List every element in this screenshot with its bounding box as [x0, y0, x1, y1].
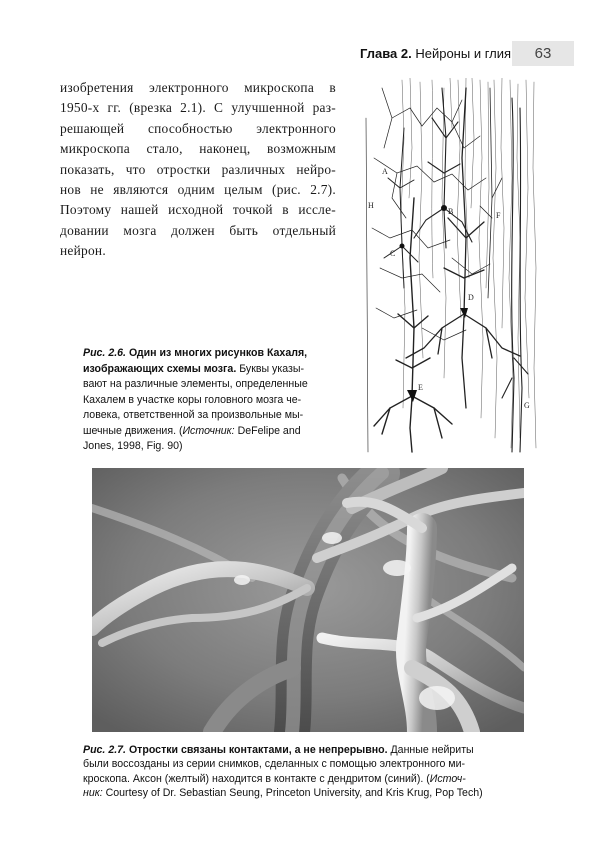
label-a: A [382, 167, 388, 176]
cajal-drawing-figure [362, 78, 544, 454]
caption-title: Один из многих рисунков Кахаля, [126, 347, 308, 359]
body-line: нейрон. [60, 243, 106, 259]
label-b: B [448, 207, 454, 216]
body-line: 1950-х гг. (врезка 2.1). С улучшенной раз- [60, 100, 336, 116]
caption-source-label: ник: [83, 786, 103, 799]
caption-title: Отростки связаны контактами, а не непрерывно. [126, 744, 388, 756]
caption-text: Jones, 1998, Fig. 90) [83, 440, 183, 452]
body-line: Поэтому нашей исходной точкой в иссле- [60, 202, 336, 218]
caption-title: изображающих схемы мозга. [83, 362, 237, 375]
caption-text: были воссозданы из серии снимков, сделанных с помощью электронного ми- [83, 758, 466, 771]
page-header [0, 38, 600, 70]
label-e: E [418, 383, 423, 392]
label-f: F [496, 211, 501, 220]
body-line: довании мозга должен быть отдельный [60, 222, 336, 238]
caption-text: Кахалем в участке коры головного мозга че- [83, 393, 302, 406]
caption-source-label: Источник: [182, 424, 235, 437]
caption-text: DeFelipe and [234, 424, 301, 437]
label-h: H [368, 201, 374, 210]
body-line: показать, что отростки различных нейро- [60, 161, 336, 177]
chapter-title: Нейроны и глия [415, 46, 512, 61]
caption-label: Рис. 2.7. [83, 744, 126, 756]
body-paragraph [60, 78, 336, 262]
running-head [360, 46, 511, 61]
figure-2-7-caption [83, 743, 543, 800]
page-number: 63 [534, 45, 552, 62]
body-line: нов не являются одним целым (рис. 2.7). [60, 182, 336, 198]
caption-text: ловека, ответственной за произвольные мы- [83, 409, 304, 421]
caption-text: Данные нейриты [387, 744, 474, 756]
caption-text: шечные движения. ( [83, 424, 183, 437]
page-number-box [512, 41, 574, 66]
chapter-label: Глава 2. [360, 46, 412, 61]
label-d: D [468, 293, 474, 302]
neurite-reconstruction-photo [92, 468, 524, 732]
body-line: изобретения электронного микроскопа в [60, 80, 336, 95]
caption-text: кроскопа. Аксон (желтый) находится в контакте с дендритом (синий). ( [83, 772, 430, 785]
caption-text: Буквы указы- [236, 362, 304, 375]
caption-text: Courtesy of Dr. Sebastian Seung, Princeton University, and Kris Krug, Pop Tech) [102, 786, 483, 799]
caption-text: вают на различные элементы, определенные [83, 378, 308, 390]
label-g: G [524, 401, 530, 410]
body-line: микроскопа стало, наконец, возможным [60, 141, 336, 157]
caption-label: Рис. 2.6. [83, 347, 126, 359]
label-c: C [390, 249, 396, 258]
caption-source-label: Источ- [429, 772, 466, 785]
figure-2-6-caption [83, 346, 337, 455]
body-line: решающей способностью электронного [60, 120, 336, 136]
